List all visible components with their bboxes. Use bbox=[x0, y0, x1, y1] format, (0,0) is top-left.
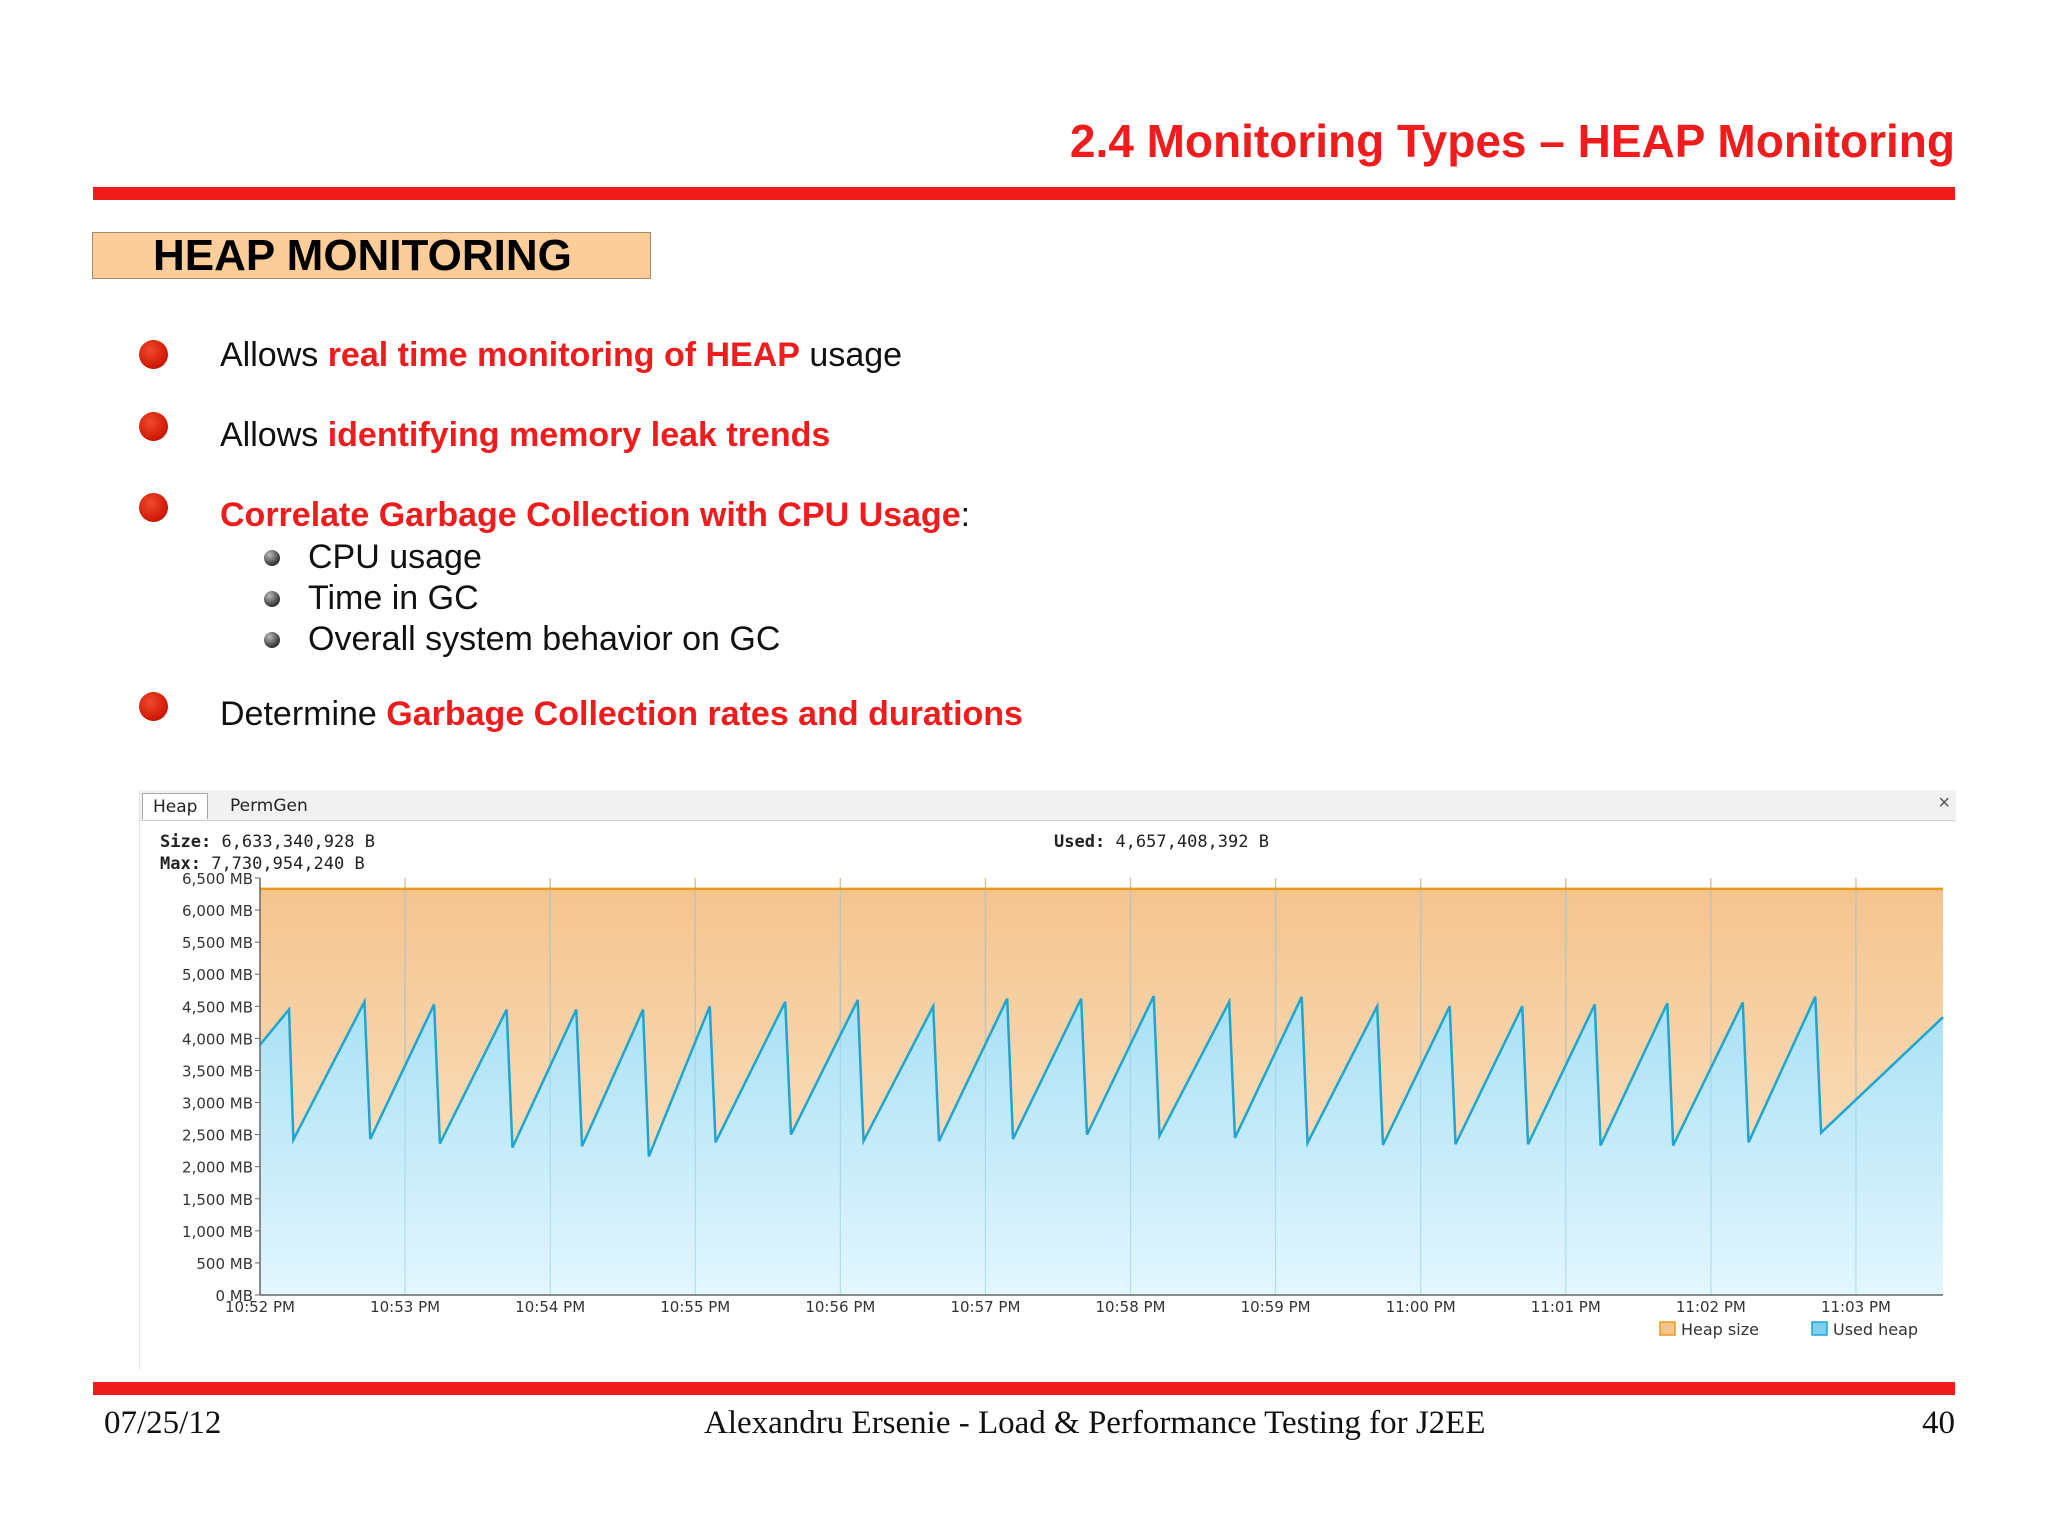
x-tick-label: 10:55 PM bbox=[660, 1298, 731, 1316]
bullet-text-plain: Allows bbox=[220, 416, 328, 454]
bullet-text-gc-rates bbox=[220, 695, 1023, 734]
footer-divider bbox=[93, 1382, 1955, 1395]
y-tick-label: 1,500 MB bbox=[182, 1190, 253, 1209]
sub-bullet-gc-time: Time in GC bbox=[308, 579, 479, 617]
heap-used-stat bbox=[1054, 832, 1269, 852]
y-tick-label: 1,000 MB bbox=[182, 1222, 253, 1241]
x-tick-label: 11:02 PM bbox=[1675, 1298, 1746, 1316]
bullet-text-leak bbox=[220, 416, 830, 455]
y-tick-label: 4,000 MB bbox=[182, 1030, 253, 1049]
y-tick-label: 2,000 MB bbox=[182, 1158, 253, 1177]
x-tick-label: 10:58 PM bbox=[1095, 1298, 1166, 1316]
y-tick-label: 5,500 MB bbox=[182, 934, 253, 953]
x-tick-label: 11:00 PM bbox=[1385, 1298, 1456, 1316]
bullet-text-highlight: Garbage Collection rates and durations bbox=[386, 695, 1023, 733]
x-tick-label: 10:59 PM bbox=[1240, 1298, 1311, 1316]
bullet-text-plain: : bbox=[960, 496, 971, 534]
heap-monitor-panel bbox=[139, 790, 1956, 1370]
footer-title: Alexandru Ersenie - Load & Performance Testing for J2EE bbox=[704, 1405, 1486, 1441]
section-label: HEAP MONITORING bbox=[153, 231, 572, 280]
bullet-text-gc-cpu bbox=[220, 496, 970, 535]
y-tick-label: 2,500 MB bbox=[182, 1126, 253, 1145]
slide-title: 2.4 Monitoring Types – HEAP Monitoring bbox=[1069, 115, 1955, 167]
footer-date: 07/25/12 bbox=[104, 1405, 222, 1441]
section-label-box bbox=[92, 232, 651, 279]
legend-swatch-heap-size bbox=[1660, 1322, 1675, 1335]
close-icon[interactable]: × bbox=[1938, 792, 1950, 814]
y-tick-label: 3,500 MB bbox=[182, 1062, 253, 1081]
bullet-icon bbox=[139, 340, 168, 369]
x-tick-label: 10:56 PM bbox=[805, 1298, 876, 1316]
heap-max-label: Max: bbox=[160, 854, 201, 874]
bullet-text-highlight: identifying memory leak trends bbox=[327, 416, 831, 454]
heap-used-label: Used: bbox=[1054, 832, 1106, 852]
y-tick-label: 3,000 MB bbox=[182, 1094, 253, 1113]
sub-bullet-icon bbox=[264, 550, 280, 566]
heap-size-stat bbox=[160, 832, 375, 852]
y-tick-label: 5,000 MB bbox=[182, 966, 253, 985]
heap-size-label: Size: bbox=[160, 832, 212, 852]
bullet-text-plain: usage bbox=[799, 336, 903, 374]
x-tick-label: 10:52 PM bbox=[225, 1298, 295, 1316]
heap-size-value: 6,633,340,928 B bbox=[221, 832, 375, 852]
heap-used-value: 4,657,408,392 B bbox=[1115, 832, 1269, 852]
y-tick-label: 6,500 MB bbox=[182, 870, 253, 888]
tab-heap[interactable]: Heap bbox=[142, 793, 208, 819]
bullet-text-highlight: Correlate Garbage Collection with CPU Usage bbox=[220, 496, 961, 534]
x-tick-label: 10:57 PM bbox=[950, 1298, 1021, 1316]
sub-bullet-icon bbox=[264, 591, 280, 607]
bullet-icon bbox=[139, 412, 168, 441]
x-tick-label: 10:53 PM bbox=[370, 1298, 441, 1316]
heap-max-value: 7,730,954,240 B bbox=[211, 854, 365, 874]
bullet-text-realtime bbox=[220, 336, 902, 375]
monitor-tab-bar bbox=[140, 790, 1956, 821]
y-tick-label: 6,000 MB bbox=[182, 902, 253, 921]
y-tick-label: 500 MB bbox=[196, 1254, 253, 1273]
legend-label-heap-size: Heap size bbox=[1681, 1320, 1759, 1339]
x-tick-label: 10:54 PM bbox=[515, 1298, 586, 1316]
sub-bullet-cpu: CPU usage bbox=[308, 538, 482, 576]
header-divider bbox=[93, 187, 1955, 200]
y-tick-label: 4,500 MB bbox=[182, 998, 253, 1017]
bullet-icon bbox=[139, 493, 168, 522]
x-tick-label: 11:01 PM bbox=[1530, 1298, 1601, 1316]
sub-bullet-overall: Overall system behavior on GC bbox=[308, 620, 781, 658]
bullet-text-plain: Allows bbox=[220, 336, 328, 374]
legend-swatch-used-heap bbox=[1812, 1322, 1827, 1335]
y-tick-label: 0 MB bbox=[215, 1287, 253, 1305]
sub-bullet-icon bbox=[264, 632, 280, 648]
page-number: 40 bbox=[1922, 1405, 1955, 1441]
x-tick-label: 11:03 PM bbox=[1820, 1298, 1891, 1316]
bullet-text-plain: Determine bbox=[220, 695, 387, 733]
bullet-text-highlight: real time monitoring of HEAP bbox=[327, 336, 800, 374]
legend-label-used-heap: Used heap bbox=[1833, 1320, 1919, 1339]
tab-permgen[interactable]: PermGen bbox=[230, 796, 308, 816]
bullet-icon bbox=[139, 692, 168, 721]
heap-chart bbox=[140, 870, 1956, 1370]
